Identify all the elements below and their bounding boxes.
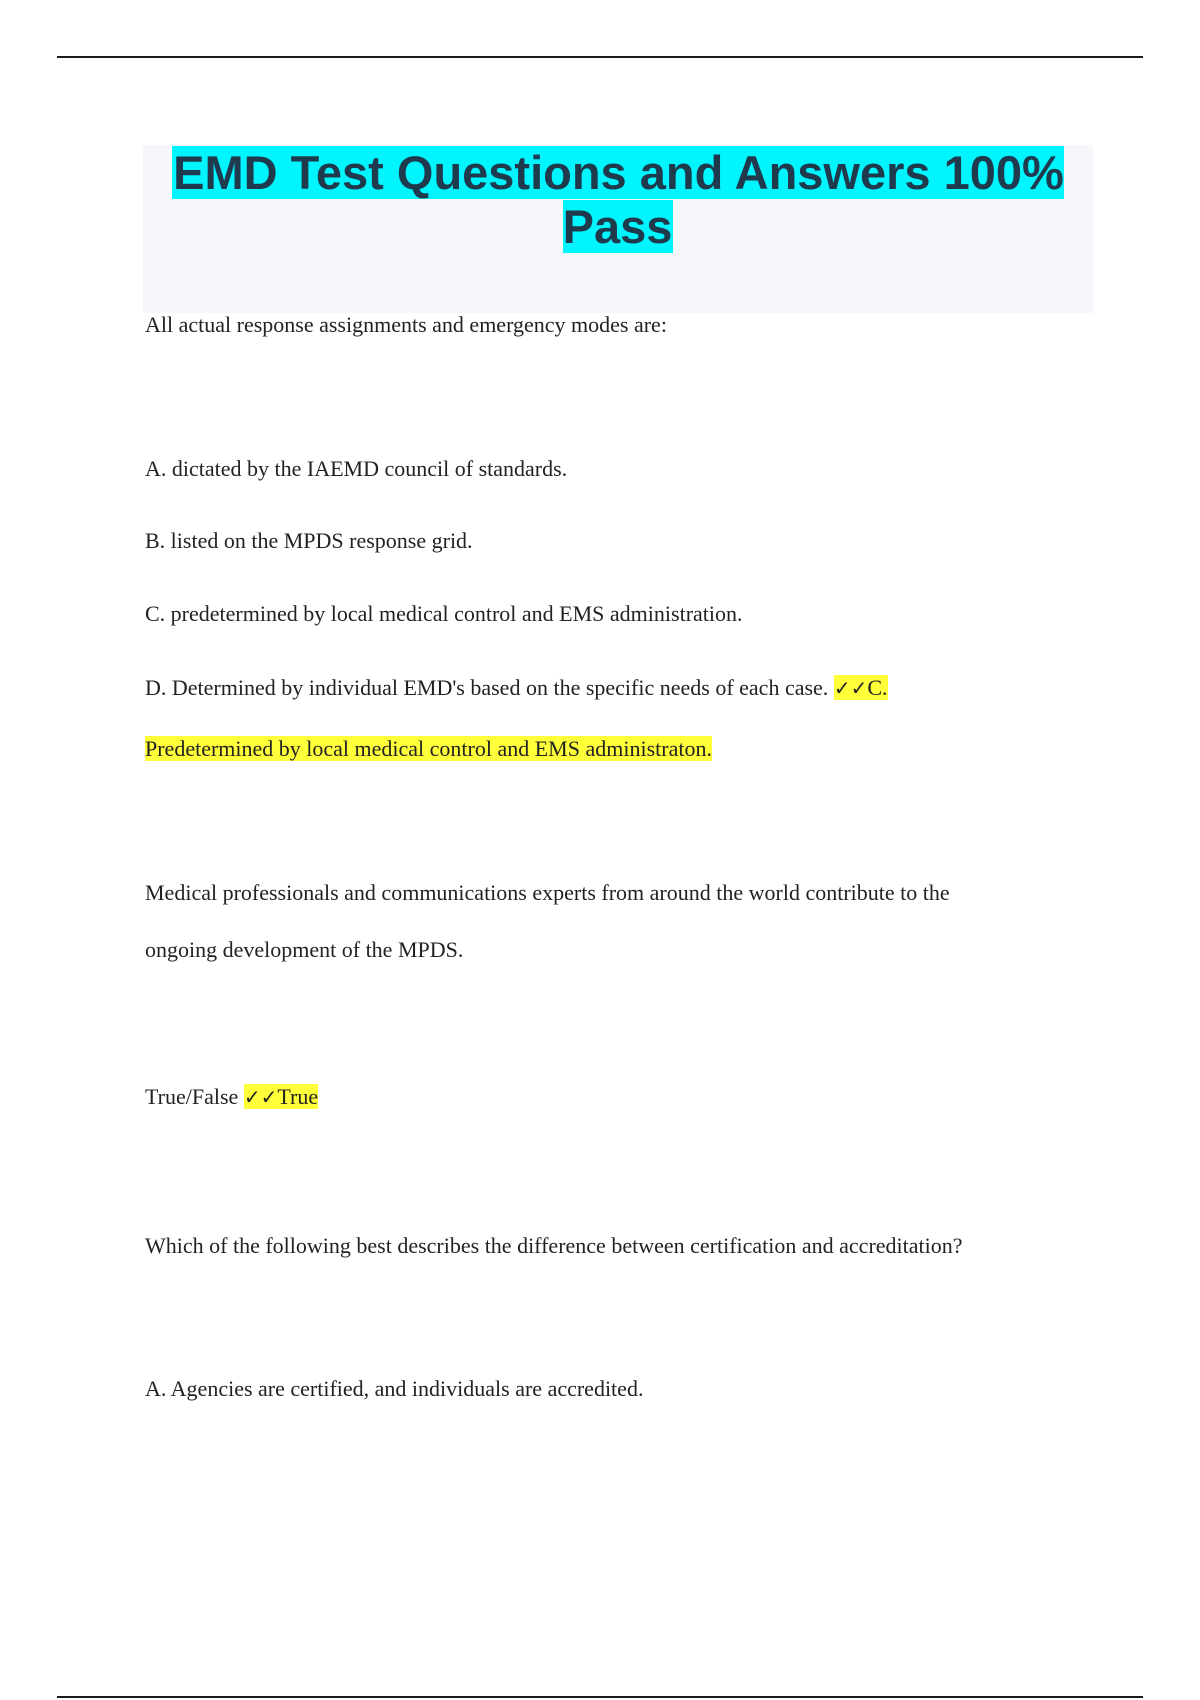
question-2-answer: True: [277, 1084, 319, 1109]
question-1-option-d-row: [145, 674, 888, 702]
question-3-prompt: Which of the following best describes the difference between certification and accreditation?: [145, 1233, 963, 1258]
question-1-option-d: D. Determined by individual EMD's based on the specific needs of each case.: [145, 675, 829, 700]
question-1-option-a: A. dictated by the IAEMD council of standards.: [145, 456, 568, 481]
question-1-answer-highlight: [834, 675, 888, 700]
question-2-answer-highlight: [244, 1084, 318, 1109]
question-1-option-b: B. listed on the MPDS response grid.: [145, 528, 473, 553]
title-box: [143, 145, 1093, 313]
question-3-option-a: A. Agencies are certified, and individuals are accredited.: [145, 1376, 644, 1401]
question-1-answer-letter: C.: [867, 675, 888, 700]
bottom-rule: [57, 1696, 1143, 1698]
checkmark-icon: ✓✓: [243, 1085, 278, 1109]
question-2-prompt-line-2: ongoing development of the MPDS.: [145, 937, 464, 962]
question-2-prompt-line-1: Medical professionals and communications experts from around the world contribute to the: [145, 880, 950, 905]
question-2-type-label: True/False: [145, 1084, 239, 1109]
question-1-option-c: C. predetermined by local medical control and EMS administration.: [145, 601, 743, 626]
question-1-answer-row: [145, 735, 712, 763]
question-1-answer-text: Predetermined by local medical control and EMS administraton.: [145, 736, 712, 761]
checkmark-icon: ✓✓: [833, 676, 868, 700]
document-title: EMD Test Questions and Answers 100% Pass: [173, 146, 1064, 253]
top-rule: [57, 56, 1143, 58]
question-2-answer-row: [145, 1083, 318, 1111]
question-1-prompt: All actual response assignments and emergency modes are:: [145, 312, 667, 337]
